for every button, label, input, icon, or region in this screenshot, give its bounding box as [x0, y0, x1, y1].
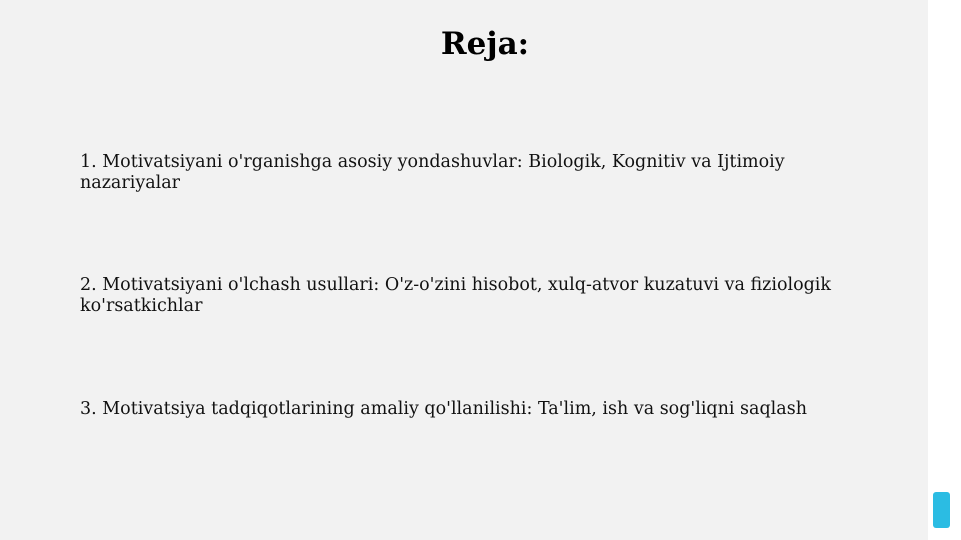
plan-item-3: 3. Motivatsiya tadqiqotlarining amaliy qo'llanilishi: Ta'lim, ish va sog'liqni saqlash: [80, 399, 807, 419]
slide-title: Reja:: [440, 26, 530, 62]
plan-item-1: 1. Motivatsiyani o'rganishga asosiy yondashuvlar: Biologik, Kognitiv va Ijtimoiy nazariyalar: [80, 152, 785, 193]
scrollbar-thumb[interactable]: [933, 492, 950, 528]
plan-item-2: 2. Motivatsiyani o'lchash usullari: O'z-o'zini hisobot, xulq-atvor kuzatuvi va fiziologik ko'rsatkichlar: [80, 275, 832, 316]
vertical-scrollbar[interactable]: [928, 0, 961, 540]
